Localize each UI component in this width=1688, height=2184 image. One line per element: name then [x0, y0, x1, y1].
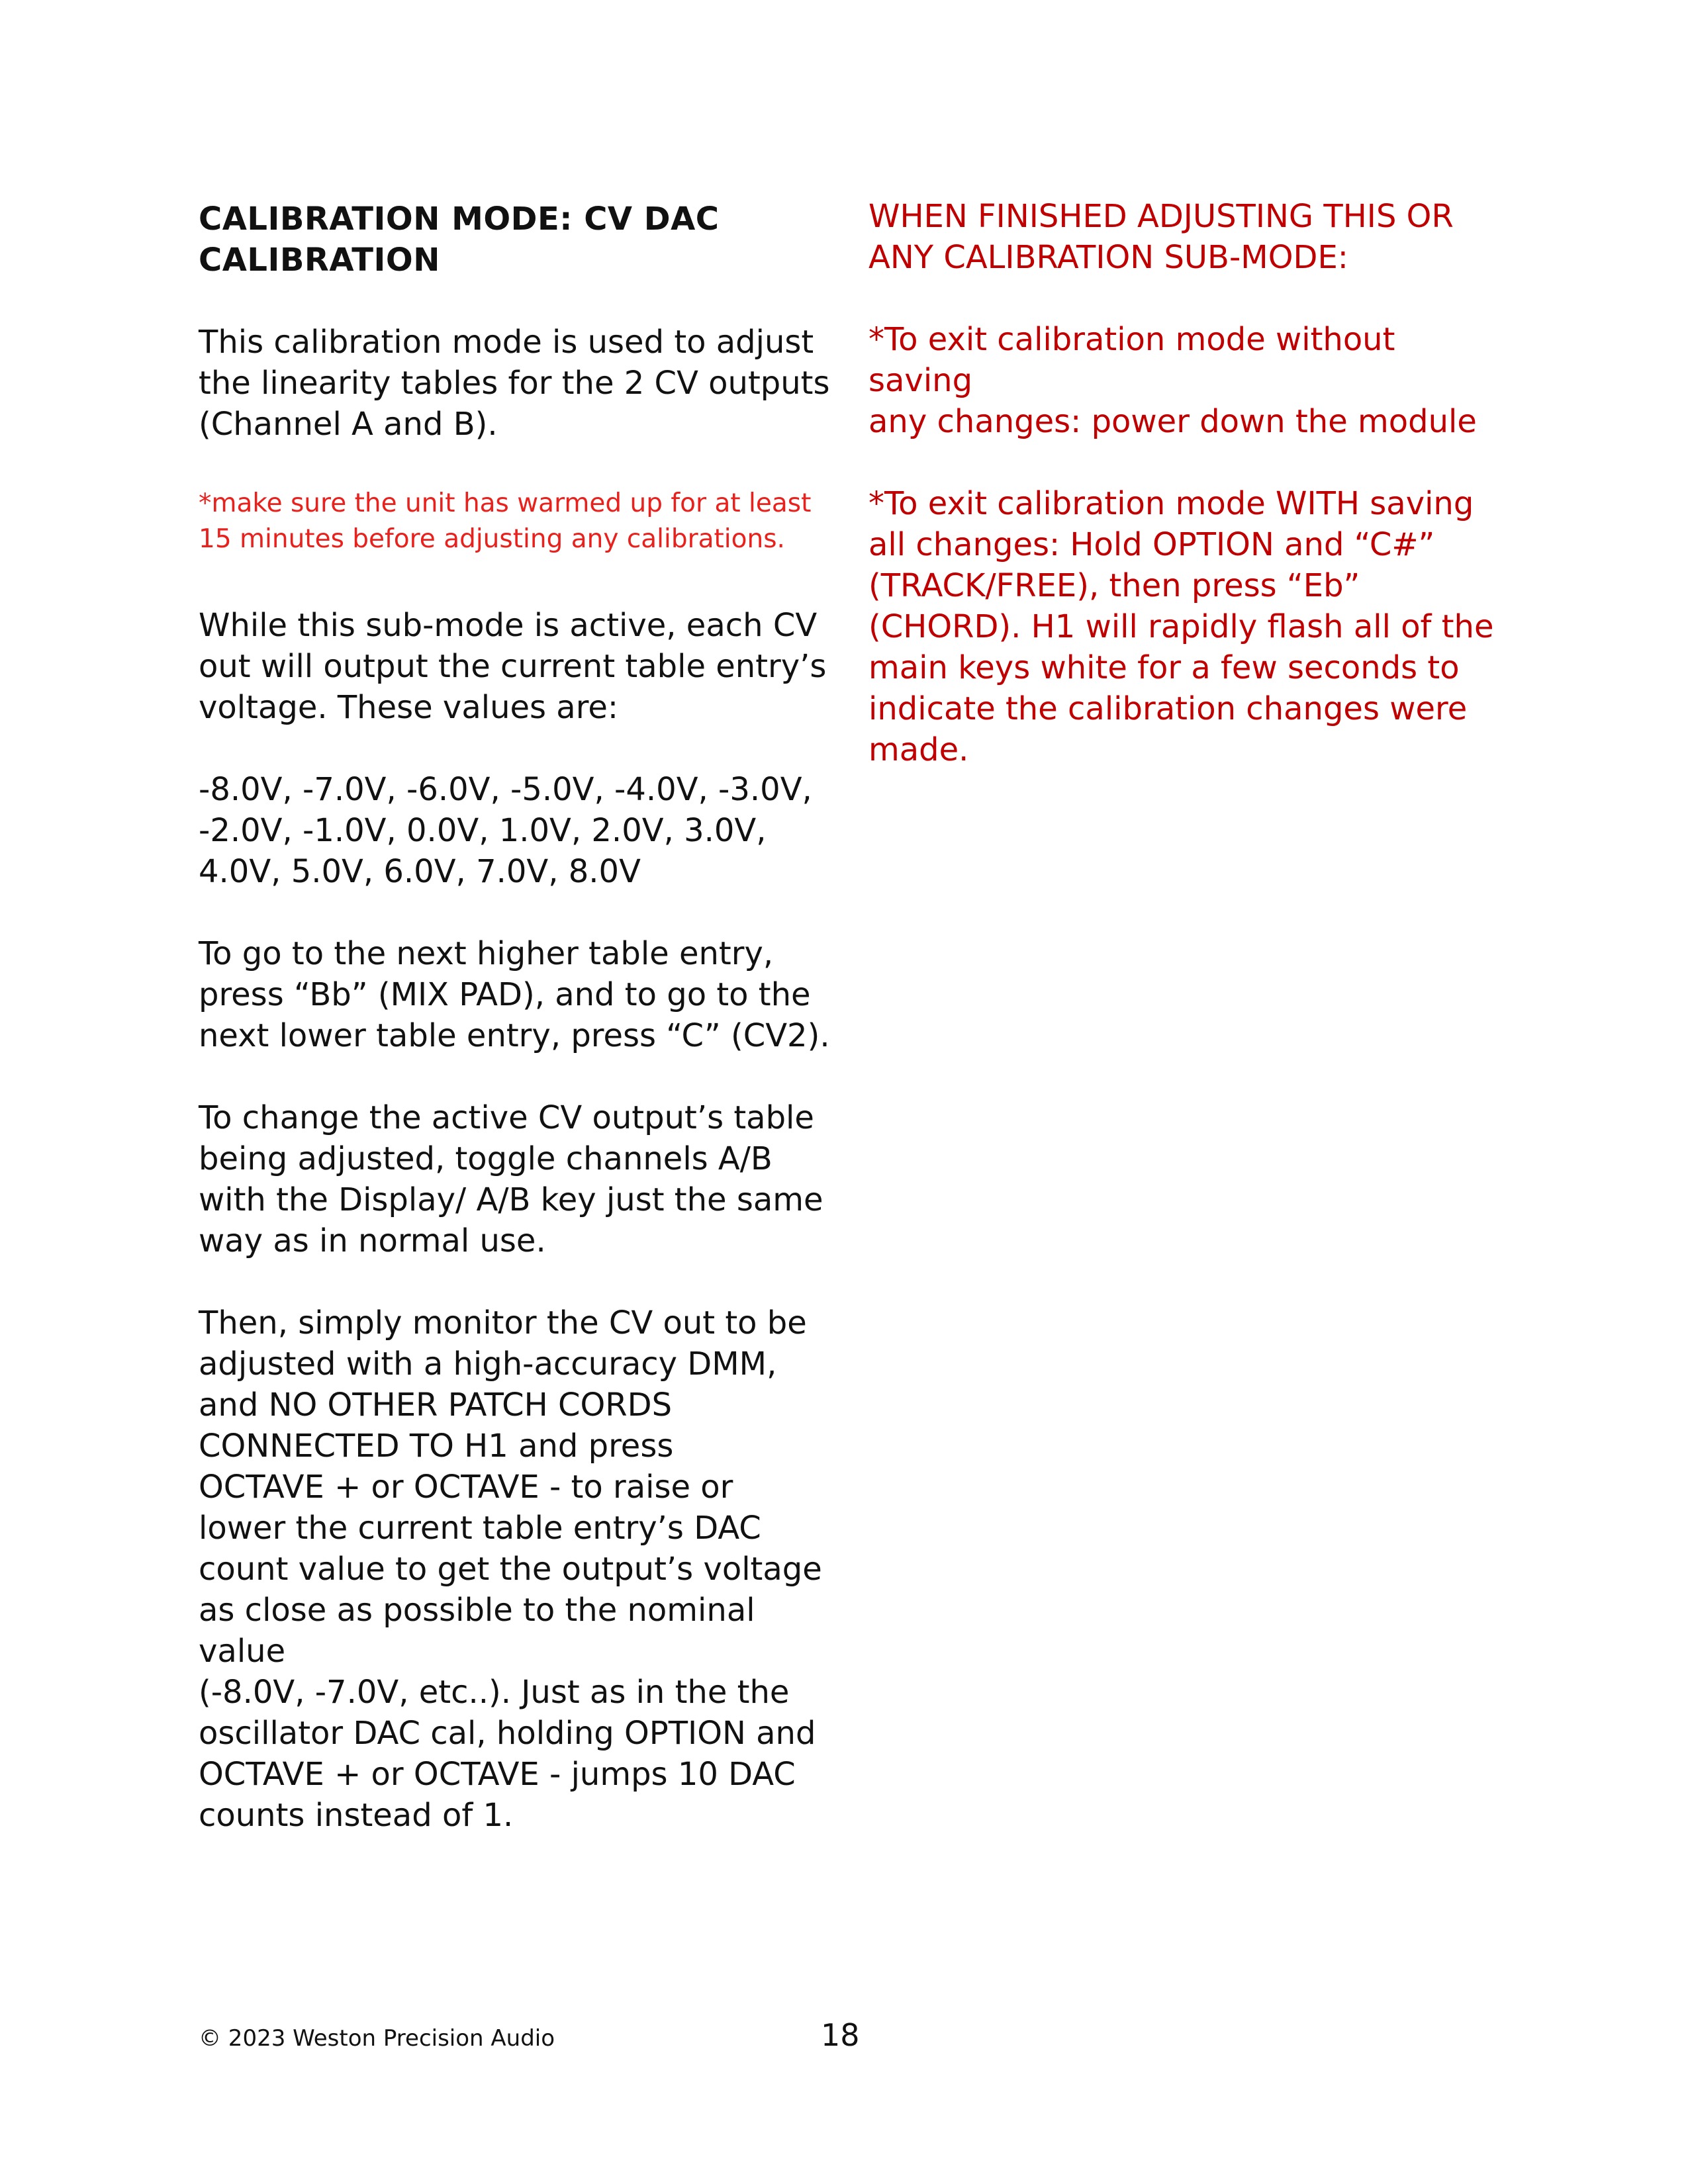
channel-toggle-paragraph: To change the active CV output’s table being adjusted, toggle channels A/B with the Display/ A/B key just the same way as in normal use. [199, 1099, 823, 1259]
right-column [868, 196, 1504, 811]
warmup-warning-note: *make sure the unit has warmed up for at least 15 minutes before adjusting any calibrations. [199, 488, 812, 554]
monitor-adjust-paragraph: Then, simply monitor the CV out to be adjusted with a high-accuracy DMM, and NO OTHER PATCH CORDS CONNECTED TO H1 and press OCTAVE + or OCTAVE - to raise or lower the current table entry’s DAC count value to get the output’s voltage as close as possible to the nominal value (-8.0V, -7.0V, etc..). Just as in the the oscillator DAC cal, holding OPTION and OCTAVE + or OCTAVE - jumps 10 DAC counts instead of 1. [199, 1304, 822, 1834]
left-column [199, 199, 834, 1877]
section-heading: CALIBRATION MODE: CV DAC CALIBRATION [199, 201, 720, 279]
intro-paragraph: This calibration mode is used to adjust the linearity tables for the 2 CV outputs (Channel A and B). [199, 324, 830, 443]
page-number: 18 [821, 2017, 860, 2053]
voltage-values-list: -8.0V, -7.0V, -6.0V, -5.0V, -4.0V, -3.0V, -2.0V, -1.0V, 0.0V, 1.0V, 2.0V, 3.0V, 4.0V, 5.0V, 6.0V, 7.0V, 8.0V [199, 771, 812, 890]
finish-heading: WHEN FINISHED ADJUSTING THIS OR ANY CALIBRATION SUB-MODE: [868, 198, 1454, 276]
exit-without-saving-paragraph: *To exit calibration mode without saving any changes: power down the module [868, 321, 1477, 440]
table-entry-navigation-paragraph: To go to the next higher table entry, press “Bb” (MIX PAD), and to go to the next lower table entry, press “C” (CV2). [199, 935, 830, 1054]
footer-copyright: © 2023 Weston Precision Audio [199, 2025, 555, 2052]
exit-with-saving-paragraph: *To exit calibration mode WITH saving all changes: Hold OPTION and “C#” (TRACK/FREE), then press “Eb” (CHORD). H1 will rapidly flash all of the main keys white for a few seconds to indicate the calibration changes were made. [868, 485, 1494, 768]
sub-mode-paragraph: While this sub-mode is active, each CV out will output the current table entry’s voltage. These values are: [199, 607, 827, 726]
